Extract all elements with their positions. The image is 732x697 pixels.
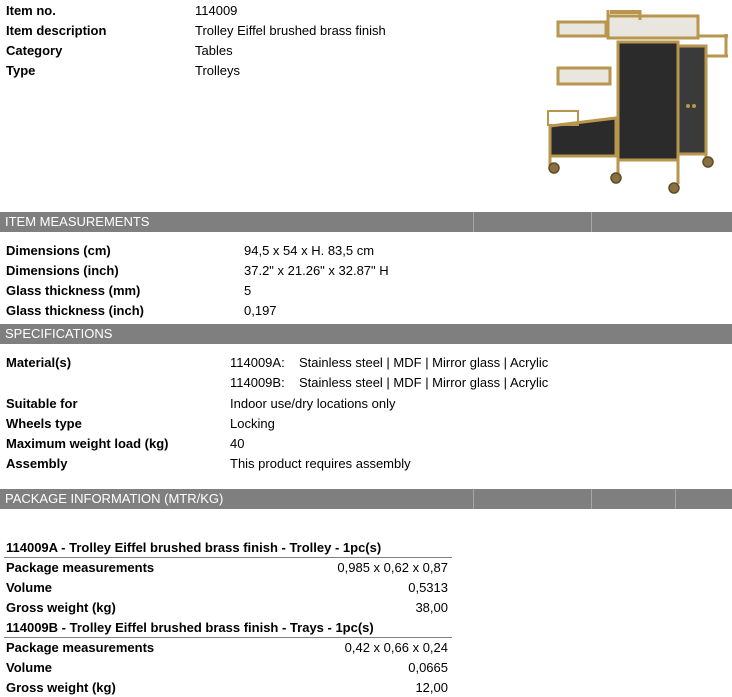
type-label: Type xyxy=(6,63,36,78)
assembly-label: Assembly xyxy=(6,456,68,471)
bar-divider xyxy=(675,489,676,509)
material-code-a: 114009A: xyxy=(230,355,285,370)
category-label: Category xyxy=(6,43,63,58)
materials-label: Material(s) xyxy=(6,355,72,370)
material-value-b: Stainless steel | MDF | Mirror glass | Acrylic xyxy=(299,375,549,390)
section-bar-specifications xyxy=(0,324,732,344)
gross-weight-label: Gross weight (kg) xyxy=(6,680,116,695)
product-image xyxy=(538,6,732,196)
volume-value: 0,5313 xyxy=(408,580,448,595)
package-measurements-value: 0,42 x 0,66 x 0,24 xyxy=(344,640,448,655)
bar-divider xyxy=(473,212,474,232)
section-title-specifications: SPECIFICATIONS xyxy=(5,326,113,341)
wheels-type-label: Wheels type xyxy=(6,416,82,431)
section-bar-measurements xyxy=(0,212,732,232)
volume-label: Volume xyxy=(6,580,52,595)
package-measurements-label: Package measurements xyxy=(6,640,155,655)
dimensions-cm-value: 94,5 x 54 x H. 83,5 cm xyxy=(244,243,375,258)
material-code-b: 114009B: xyxy=(230,375,285,390)
gross-weight-label: Gross weight (kg) xyxy=(6,600,116,615)
package-group-divider xyxy=(4,637,452,638)
volume-value: 0,0665 xyxy=(408,660,448,675)
item-description-value: Trolley Eiffel brushed brass finish xyxy=(195,23,386,38)
gross-weight-value: 12,00 xyxy=(415,680,448,695)
volume-label: Volume xyxy=(6,660,52,675)
glass-thickness-inch-label: Glass thickness (inch) xyxy=(6,303,144,318)
glass-thickness-mm-value: 5 xyxy=(244,283,252,298)
gross-weight-value: 38,00 xyxy=(415,600,448,615)
bar-divider xyxy=(591,212,592,232)
glass-thickness-mm-label: Glass thickness (mm) xyxy=(6,283,141,298)
max-weight-label: Maximum weight load (kg) xyxy=(6,436,169,451)
max-weight-value: 40 xyxy=(230,436,245,451)
bar-divider xyxy=(473,489,474,509)
dimensions-inch-value: 37.2" x 21.26" x 32.87" H xyxy=(244,263,389,278)
type-value: Trolleys xyxy=(195,63,241,78)
item-no-label: Item no. xyxy=(6,3,56,18)
package-measurements-value: 0,985 x 0,62 x 0,87 xyxy=(337,560,448,575)
glass-thickness-inch-value: 0,197 xyxy=(244,303,277,318)
suitable-for-value: Indoor use/dry locations only xyxy=(230,396,396,411)
dimensions-inch-label: Dimensions (inch) xyxy=(6,263,119,278)
section-title-measurements: ITEM MEASUREMENTS xyxy=(5,214,150,229)
assembly-value: This product requires assembly xyxy=(230,456,411,471)
material-value-a: Stainless steel | MDF | Mirror glass | Acrylic xyxy=(299,355,549,370)
wheels-type-value: Locking xyxy=(230,416,275,431)
package-group-title: 114009A - Trolley Eiffel brushed brass finish - Trolley - 1pc(s) xyxy=(6,540,382,555)
package-measurements-label: Package measurements xyxy=(6,560,155,575)
suitable-for-label: Suitable for xyxy=(6,396,78,411)
section-title-package: PACKAGE INFORMATION (MTR/KG) xyxy=(5,491,224,506)
section-bar-package xyxy=(0,489,732,509)
category-value: Tables xyxy=(195,43,233,58)
item-description-label: Item description xyxy=(6,23,107,38)
dimensions-cm-label: Dimensions (cm) xyxy=(6,243,111,258)
package-group-title: 114009B - Trolley Eiffel brushed brass finish - Trays - 1pc(s) xyxy=(6,620,374,635)
package-group-divider xyxy=(4,557,452,558)
item-no-value: 114009 xyxy=(195,3,238,18)
bar-divider xyxy=(591,489,592,509)
